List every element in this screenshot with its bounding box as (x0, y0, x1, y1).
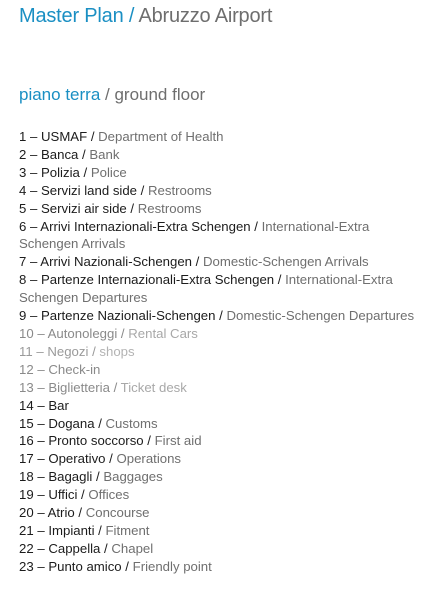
legend-item-english: First aid (154, 433, 202, 449)
legend-item (19, 379, 419, 397)
legend-item-english: Bank (89, 146, 120, 162)
legend-item (19, 361, 419, 379)
legend-item-english: Friendly point (132, 558, 212, 574)
legend-item (19, 182, 419, 200)
legend-item-italian: 13 – Biglietteria / (19, 379, 121, 395)
legend-item (19, 522, 419, 540)
legend-item-english: shops (99, 343, 135, 359)
floor-label-english: ground floor (114, 85, 206, 104)
legend-item-english: Concourse (85, 505, 150, 521)
legend-item (19, 486, 419, 504)
legend-item (19, 504, 419, 522)
title-airport-name: Abruzzo Airport (138, 5, 273, 27)
legend-item (19, 450, 419, 468)
legend-item (19, 128, 419, 146)
legend-item-italian: 23 – Punto amico / (19, 558, 133, 574)
legend-item-english: Restrooms (148, 182, 212, 198)
legend-item (19, 164, 419, 182)
legend-item-english: Offices (88, 487, 130, 503)
legend-item-italian: 1 – USMAF / (19, 129, 99, 144)
legend-item-english: Customs (105, 415, 158, 431)
legend-item-english: Domestic-Schengen Arrivals (203, 254, 369, 270)
page-title (19, 5, 272, 28)
legend-item-italian: 4 – Servizi land side / (19, 182, 149, 198)
legend-item-english: Rental Cars (128, 325, 198, 341)
legend-item (19, 146, 419, 164)
legend-item-english: Restrooms (137, 200, 202, 216)
floor-label-italian: piano terra (19, 85, 101, 104)
legend-item-italian: 6 – Arrivi Internazionali-Extra Schengen / (19, 218, 262, 234)
legend-item-italian: 12 – Check-in (19, 361, 101, 377)
legend-item-english: Baggages (103, 469, 163, 485)
title-master-plan: Master Plan (19, 5, 124, 27)
legend-item-italian: 8 – Partenze Internazionali-Extra Schengen / (19, 272, 286, 288)
legend-item-italian: 7 – Arrivi Nazionali-Schengen / (19, 254, 203, 270)
legend-item-italian: 5 – Servizi air side / (19, 200, 138, 216)
room-legend-list (19, 128, 419, 576)
legend-item (19, 397, 419, 415)
legend-item-italian: 16 – Pronto soccorso / (19, 433, 155, 449)
legend-item-italian: 17 – Operativo / (19, 451, 117, 467)
legend-item-italian: 18 – Bagagli / (19, 469, 104, 485)
legend-item (19, 415, 419, 433)
legend-item-italian: 15 – Dogana / (19, 415, 106, 431)
legend-item-english: Police (90, 164, 127, 180)
legend-item-italian: 11 – Negozi / (19, 343, 100, 359)
legend-item (19, 307, 419, 325)
legend-item-english: International-Extra Schengen Departures (19, 272, 393, 306)
floor-label-separator: / (100, 85, 115, 104)
title-separator: / (123, 5, 139, 27)
legend-item-italian: 10 – Autonoleggi / (19, 325, 129, 341)
legend-item-italian: 3 – Polizia / (19, 164, 91, 180)
legend-item (19, 432, 419, 450)
legend-item-english: International-Extra Schengen Arrivals (19, 218, 370, 252)
legend-item (19, 253, 419, 271)
legend-item-english: Fitment (105, 522, 150, 538)
legend-item (19, 540, 419, 558)
legend-item-english: Department of Health (98, 129, 224, 144)
legend-item-italian: 14 – Bar (19, 397, 69, 413)
legend-item (19, 218, 419, 254)
floor-heading (19, 85, 205, 105)
legend-item (19, 343, 419, 361)
legend-item-italian: 2 – Banca / (19, 146, 90, 162)
legend-item-italian: 20 – Atrio / (19, 505, 86, 521)
legend-item (19, 468, 419, 486)
legend-item-italian: 19 – Uffici / (19, 487, 89, 503)
legend-item-english: Domestic-Schengen Departures (226, 308, 415, 324)
legend-item (19, 271, 419, 307)
legend-item (19, 200, 419, 218)
legend-item (19, 325, 419, 343)
legend-item-english: Ticket desk (120, 379, 187, 395)
legend-item (19, 558, 419, 576)
legend-item-italian: 21 – Impianti / (19, 522, 106, 538)
legend-item-english: Chapel (111, 540, 154, 556)
legend-item-italian: 9 – Partenze Nazionali-Schengen / (19, 308, 227, 324)
legend-item-english: Operations (116, 451, 182, 467)
legend-item-italian: 22 – Cappella / (19, 540, 112, 556)
